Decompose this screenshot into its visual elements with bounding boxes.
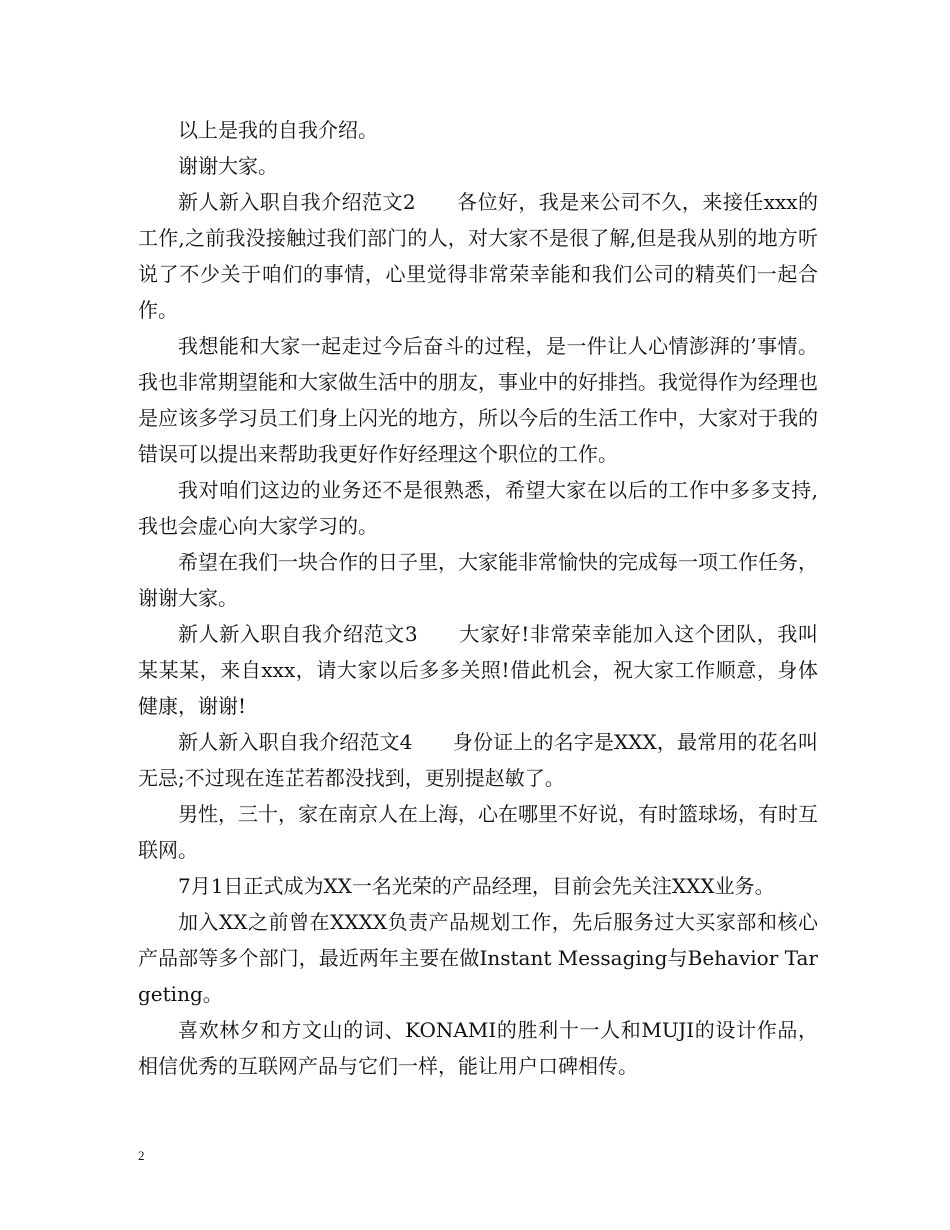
paragraph: 以上是我的自我介绍。 [178, 118, 378, 142]
paragraph: 新人新入职自我介绍范文4 身份证上的名字是XXX，最常用的花名叫无忌;不过现在连芷若都没找到，更别提赵敏了。 [138, 730, 818, 790]
paragraph: 我想能和大家一起走过今后奋斗的过程，是一件让人心情澎湃的’事情。我也非常期望能和大家做生活中的朋友，事业中的好排挡。我觉得作为经理也是应该多学习员工们身上闪光的地方，所以今后的生活工作中，大家对于我的错误可以提出来帮助我更好作好经理这个职位的工作。 [138, 334, 818, 466]
paragraph: 7月1日正式成为XX一名光荣的产品经理，目前会先关注XXX业务。 [178, 874, 775, 898]
paragraph: 加入XX之前曾在XXXX负责产品规划工作，先后服务过大买家部和核心产品部等多个部门，最近两年主要在做Instant Messaging与Behavior Targeting。 [138, 910, 818, 1006]
paragraph: 我对咱们这边的业务还不是很熟悉，希望大家在以后的工作中多多支持,我也会虚心向大家学习的。 [138, 478, 818, 538]
paragraph: 新人新入职自我介绍范文3 大家好!非常荣幸能加入这个团队，我叫某某某，来自xxx，请大家以后多多关照!借此机会，祝大家工作顺意，身体健康，谢谢! [138, 622, 818, 718]
document-body [138, 112, 818, 1084]
paragraph: 喜欢林夕和方文山的词、KONAMI的胜利十一人和MUJI的设计作品，相信优秀的互联网产品与它们一样，能让用户口碑相传。 [138, 1018, 818, 1078]
page-number: 2 [138, 1148, 145, 1163]
paragraph: 新人新入职自我介绍范文2 各位好，我是来公司不久，来接任xxx的工作,之前我没接触过我们部门的人，对大家不是很了解,但是我从别的地方听说了不少关于咱们的事情，心里觉得非常荣幸能和我们公司的精英们一起合作。 [138, 190, 818, 322]
paragraph: 男性，三十，家在南京人在上海，心在哪里不好说，有时篮球场，有时互联网。 [138, 802, 818, 862]
paragraph: 希望在我们一块合作的日子里，大家能非常愉快的完成每一项工作任务，谢谢大家。 [138, 550, 818, 610]
paragraph: 谢谢大家。 [178, 154, 278, 178]
